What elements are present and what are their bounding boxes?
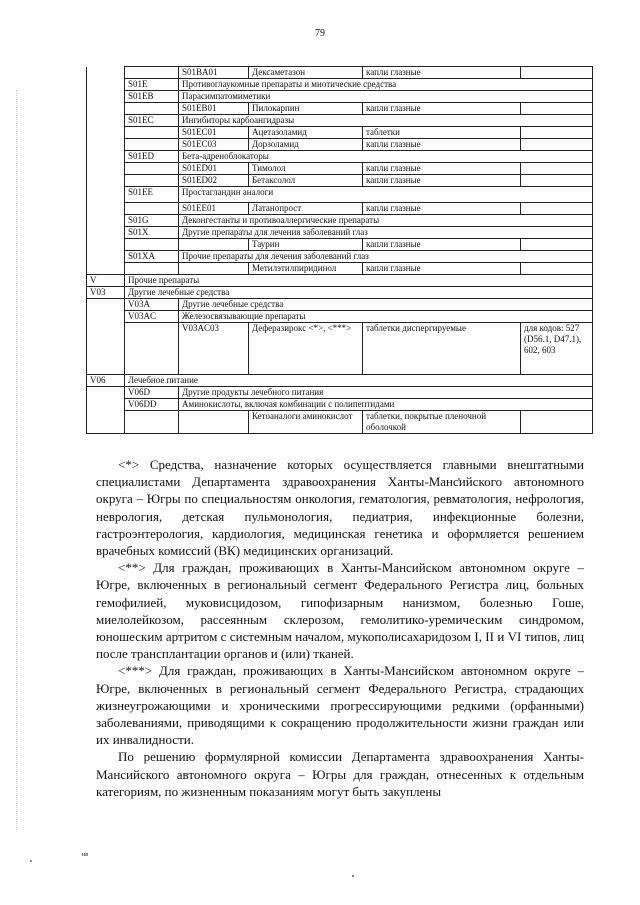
table-row: S01EB01 Пилокарпин капли глазные: [87, 103, 593, 115]
table-row: S01G Деконгестанты и противоаллергические препараты: [87, 215, 593, 227]
table-row: V Прочие препараты: [87, 275, 593, 287]
page-number: 79: [315, 28, 325, 39]
scan-speck: [352, 875, 354, 877]
footnotes-text: [96, 456, 584, 800]
table-row: Метилэтилпиридинол капли глазные: [87, 263, 593, 275]
table-row: V03 Другие лечебные средства: [87, 287, 593, 299]
scan-edge-line: [16, 90, 17, 830]
table-row: V03AC03 Деферазирокс <*>, <***> таблетки диспергируемые для кодов: 527 (D56.1, D47.1), 602, 603: [87, 323, 593, 375]
table-row: V06DD Аминокислоты, включая комбинации с полипептидами: [87, 399, 593, 411]
table-row: S01EC03 Дорзоламид капли глазные: [87, 139, 593, 151]
footnote-double-star: <**> Для граждан, проживающих в Ханты-Мансийском автономном округе – Югре, включенных в региональный сегмент Федерального Регистра лиц, больных гемофилией, муковисцидозом, гипофизарным нанизмом, болезнью Гоше, миелолейкозом, рассеянным склерозом, гемолитико-уремическим синдромом, юношеским артритом с системным началом, мукополисахаридозом I, II и VI типов, лиц после трансплантации органов и (или) тканей.: [96, 560, 584, 662]
table-row: S01ED01 Тимолол капли глазные: [87, 163, 593, 175]
table-row: S01ED02 Бетаксолол капли глазные: [87, 175, 593, 187]
table-row: S01X Другие препараты для лечения заболеваний глаз: [87, 227, 593, 239]
table-row: S01EE01 Латанопрост капли глазные: [87, 203, 593, 215]
formulary-commission-paragraph: По решению формулярной комиссии Департамента здравоохранения Ханты-Мансийского автономного округа – Югры для граждан, отнесенных к отдельным категориям, по жизненным показаниям могут быть закуплены: [96, 749, 584, 799]
table-row: V06 Лечебное питание: [87, 375, 593, 387]
table-row: S01ED Бета-адреноблокаторы: [87, 151, 593, 163]
table-row: Кетоаналоги аминокислот таблетки, покрытые пленочной оболочкой: [87, 411, 593, 434]
table-row: S01XA Прочие препараты для лечения заболеваний глаз: [87, 251, 593, 263]
footnote-triple-star: <***> Для граждан, проживающих в Ханты-Мансийском автономном округе – Югре, включенных в региональный сегмент Федерального Регистра, страдающих жизнеугрожающими и хроническими прогрессирующими редкими (орфанными) заболеваниями, приводящими к сокращению продолжительности жизни граждан или их инвалидности.: [96, 663, 584, 748]
table-row: V03AC Железосвязывающие препараты: [87, 311, 593, 323]
scan-speck: [30, 860, 32, 862]
drug-table: [86, 66, 593, 434]
table-row: V06D Другие продукты лечебного питания: [87, 387, 593, 399]
table-row: V03A Другие лечебные средства: [87, 299, 593, 311]
table-row: S01EC01 Ацетазоламид таблетки: [87, 127, 593, 139]
table-row: S01EC Ингибиторы карбоангидразы: [87, 115, 593, 127]
table-row: S01EE Простагландин аналоги: [87, 187, 593, 203]
table-row: S01E Противоглаукомные препараты и миотические средства: [87, 79, 593, 91]
table-row: S01BA01 Дексаметазон капли глазные: [87, 67, 593, 79]
table-row: Таурин капли глазные: [87, 239, 593, 251]
footnote-single-star: <*> Средства, назначение которых осуществляется главными внештатными специалистами Департамента здравоохранения Ханты-Мансийского автономного округа – Югры по специальностям онкология, гематология, ревматология, нефрология, неврология, детская пульмонология, педиатрия, инфекционные болезни, гастроэнтерология, кардиология, медицинская генетика и оформляется решением врачебных комиссий (ВК) медицинских организаций.: [96, 457, 584, 559]
footer-mark: нв: [82, 852, 89, 858]
table-row: S01EB Парасимпатомиметики: [87, 91, 593, 103]
